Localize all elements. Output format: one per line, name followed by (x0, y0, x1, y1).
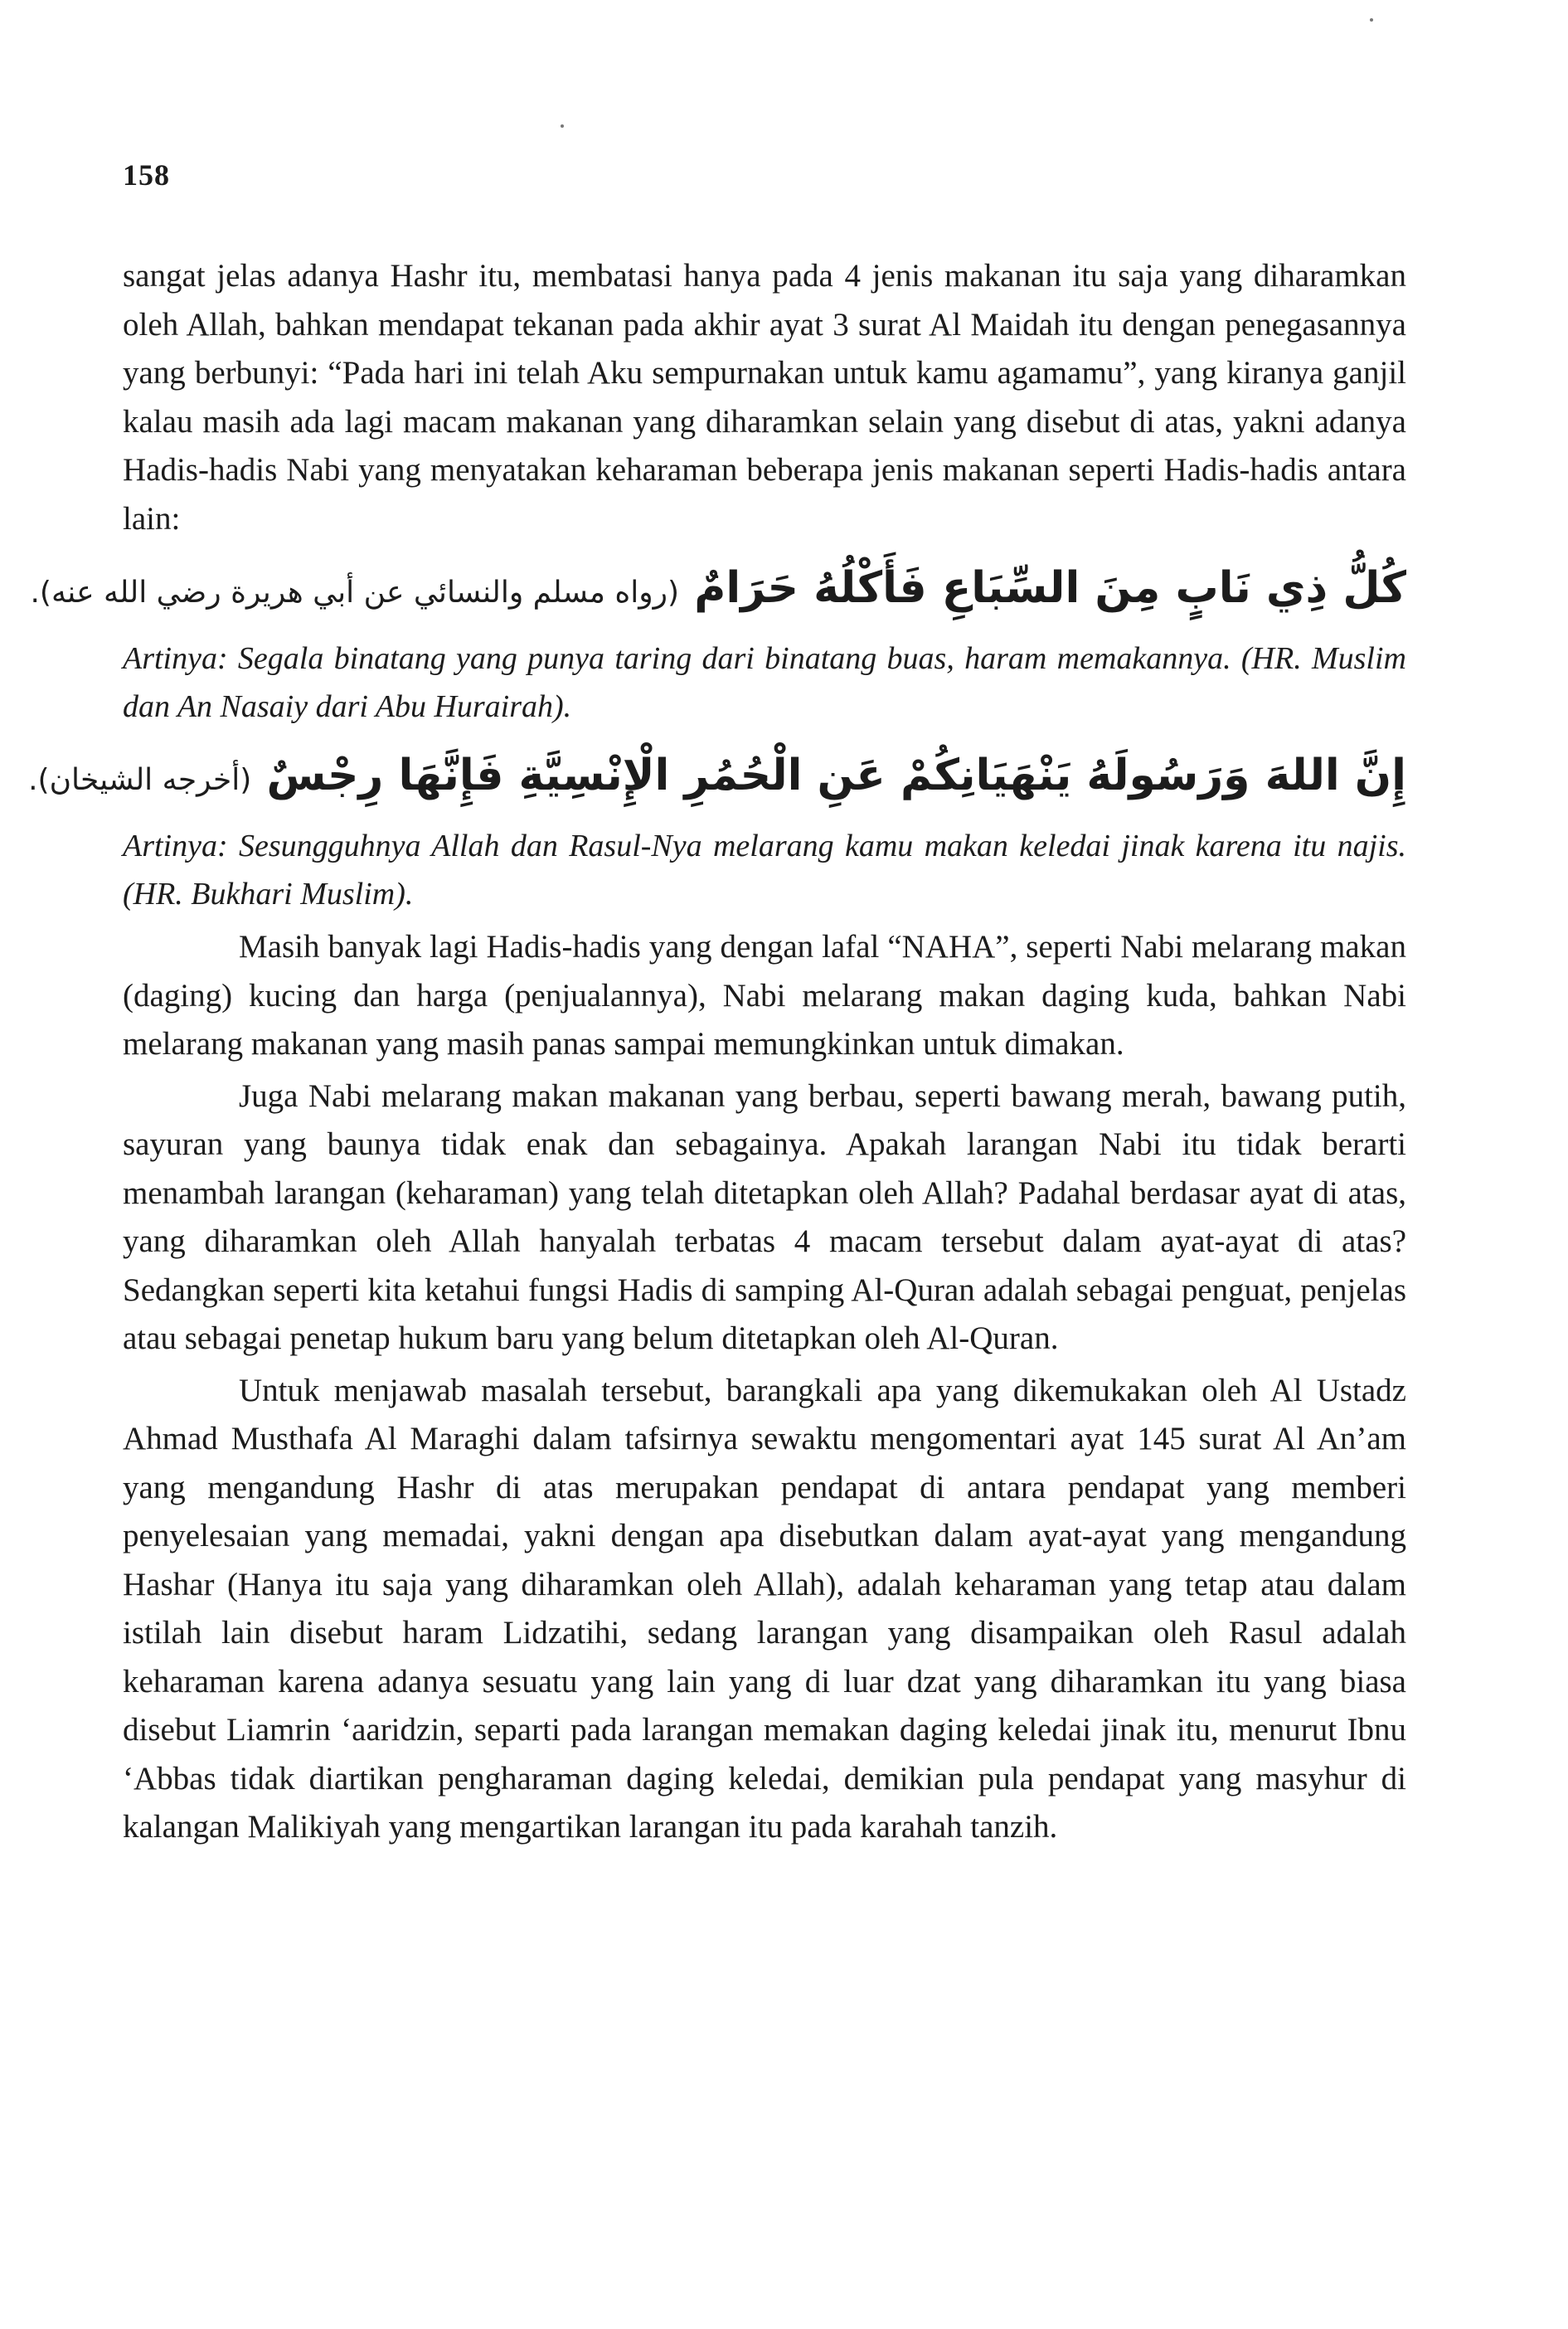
scan-speck (561, 124, 564, 128)
hadith-1-text: كُلُّ ذِي نَابٍ مِنَ السِّبَاعِ فَأَكْلُهُ حَرَامٌ (694, 563, 1406, 613)
scan-speck (1370, 18, 1373, 22)
hadith-2-text: إِنَّ اللهَ وَرَسُولَهُ يَنْهَيَانِكُمْ عَنِ الْحُمُرِ الْإِنْسِيَّةِ فَإِنَّهَا رِجْسٌ (266, 751, 1406, 800)
hadith-2-narration: (أخرجه الشيخان). (28, 763, 252, 797)
paragraph-answer: Untuk menjawab masalah tersebut, barangkali apa yang dikemukakan oleh Al Ustadz Ahmad Musthafa Al Maraghi dalam tafsirnya sewaktu mengomentari ayat 145 surat Al An’am yang mengandung Hashr di atas merupakan pendapat di antara pendapat yang memberi penyelesaian yang memadai, yakni dengan apa disebutkan dalam ayat-ayat yang mengandung Hashar (Hanya itu saja yang diharamkan oleh Allah), adalah keharaman yang tetap atau dalam istilah lain disebut haram Lidzatihi, sedang larangan yang disampaikan oleh Rasul adalah keharaman karena adanya sesuatu yang lain yang di luar dzat yang diharamkan itu yang biasa disebut Liamrin ‘aaridzin, separti pada larangan memakan daging keledai jinak itu, menurut Ibnu ‘Abbas tidak diartikan pengharaman daging keledai, demikian pula pendapat yang masyhur di kalangan Malikiyah yang mengartikan larangan itu pada karahah tanzih. (123, 1372, 1406, 1845)
paragraph-question: Juga Nabi melarang makan makanan yang berbau, seperti bawang merah, bawang putih, sayuran yang baunya tidak enak dan sebagainya. Apakah larangan Nabi itu tidak berarti menambah larangan (keharaman) yang telah ditetapkan oleh Allah? Padahal berdasar ayat di atas, yang diharamkan oleh Allah hanyalah terbatas 4 macam tersebut dalam ayat-ayat di atas? Sedangkan seperti kita ketahui fungsi Hadis di samping Al-Quran adalah sebagai penguat, penjelas atau sebagai penetap hukum baru yang belum ditetapkan oleh Al-Quran. (123, 1077, 1406, 1356)
paragraph-naha: Masih banyak lagi Hadis-hadis yang dengan lafal “NAHA”, seperti Nabi melarang makan (daging) kucing dan harga (penjualannya), Nabi melarang makan daging kuda, bahkan Nabi melarang makanan yang masih panas sampai memungkinkan untuk dimakan. (123, 929, 1406, 1062)
hadith-1-narration: (رواه مسلم والنسائي عن أبي هريرة رضي الله عنه). (30, 576, 680, 610)
hadith-2-translation: Artinya: Sesungguhnya Allah dan Rasul-Nya melarang kamu makan keledai jinak karena itu najis. (HR. Bukhari Muslim). (123, 829, 1406, 912)
paragraph-intro: sangat jelas adanya Hashr itu, membatasi hanya pada 4 jenis makanan itu saja yang diharamkan oleh Allah, bahkan mendapat tekanan pada akhir ayat 3 surat Al Maidah itu dengan penegasannya yang berbunyi: “Pada hari ini telah Aku sempurnakan untuk kamu agamamu”, yang kiranya ganjil kalau masih ada lagi macam makanan yang diharamkan selain yang disebut di atas, yakni adanya Hadis-hadis Nabi yang menyatakan keharaman beberapa jenis makanan seperti Hadis-hadis antara lain: (123, 258, 1406, 537)
hadith-1-arabic (30, 552, 1406, 630)
hadith-1-translation: Artinya: Segala binatang yang punya taring dari binatang buas, haram memakannya. (HR. Muslim dan An Nasaiy dari Abu Hurairah). (123, 641, 1406, 724)
hadith-2-arabic (28, 739, 1406, 817)
page-body (28, 252, 1406, 1852)
page-number: 158 (123, 158, 170, 192)
